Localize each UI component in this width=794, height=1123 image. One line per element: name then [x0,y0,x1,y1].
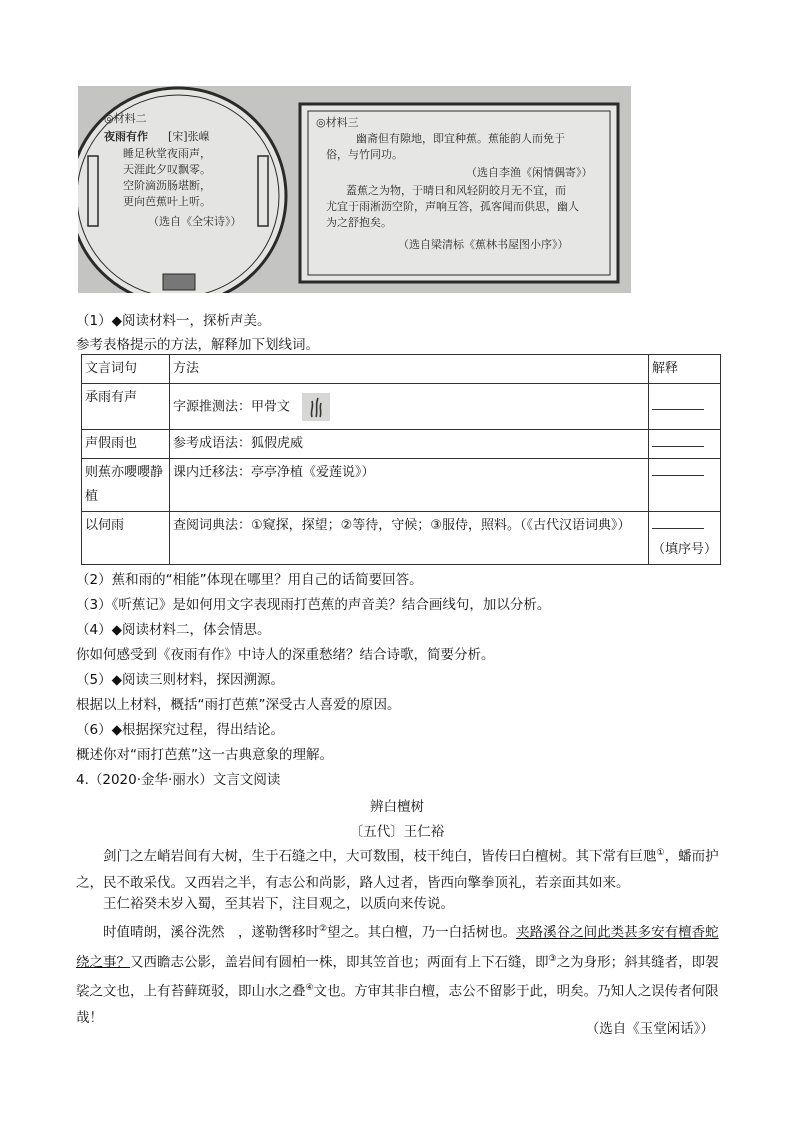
answer-blank[interactable] [652,432,704,447]
table-row [82,384,721,430]
table-row [82,430,721,459]
passage-text: 之为身形；斜其缝者，即袈裟之文也，上有苔藓斑驳，即山水之叠 [76,954,719,1000]
question-5: （5）◆阅读三则材料，探因溯源。 [76,672,284,688]
footnote-mark: ② [319,924,328,934]
material3-line: 为之舒抱矣。 [326,216,392,229]
poem-line: 睡足秋堂夜雨声， [123,147,211,160]
underlined-sentence: 夹路溪谷之间此类甚多安有檀香蛇绕之事？ [76,924,719,970]
question-1-instruction: 参考表格提示的方法，解释加下划线词。 [76,337,319,353]
material3-line: 幽斋但有隙地，即宜种蕉。蕉能韵人而免于 [356,132,565,145]
table-cell-method [170,384,649,430]
table-cell-answer[interactable] [649,430,721,459]
table-cell-method: 课内迁移法：亭亭净植《爱莲说》） [170,459,649,512]
material3-line: 蓋蕉之为物，于晴日和风轻阴皎月无不宜，而 [346,184,566,197]
answer-note: （填序号） [652,542,718,557]
materials-photo [78,86,631,293]
answer-blank[interactable] [652,514,704,529]
passage-paragraph-3 [76,916,721,1031]
materials-photo-svg [78,86,631,293]
material2-author: [宋]张嵲 [168,130,210,143]
question-4-detail: 你如何感受到《夜雨有作》中诗人的深重愁绪？结合诗歌，简要分析。 [76,647,495,663]
passage-source: （选自《玉堂闲话》） [585,1021,714,1037]
table-cell-answer[interactable] [649,512,721,565]
poem-line: 天涯此夕叹飘零。 [123,163,211,176]
explanation-table [81,354,721,565]
passage-text: 剑门之左峭岩间有大树，生于石缝之中，大可数围，枝干纯白，皆传曰白檀树。其下常有巨虺 [103,848,657,865]
question-6-detail: 概述你对“雨打芭蕉”这一古典意象的理解。 [76,747,333,763]
table-header: 文言词句 [82,355,170,384]
passage-text: 又西瞻志公影，盖岩间有圆柏一株，即其笠首也；两面有上下石缝，即 [130,954,549,970]
table-cell-method: 参考成语法：狐假虎威 [170,430,649,459]
table-cell-answer[interactable] [649,384,721,430]
question-3: （3）《听蕉记》是如何用文字表现雨打芭蕉的声音美？结合画线句，加以分析。 [76,597,551,613]
passage-paragraph-1 [76,840,721,896]
passage-text: 望之。其白檀，乃一白括树也。 [327,924,517,941]
passage-text: 文也。方审其非白檀，志公不留影于此，明矣。乃知人之误传者何限哉！ [76,983,719,1026]
passage-text: 蟠而护之，民不敢采伐。又西岩之半，有志公和尚影，路人过者，皆西向擎拳顶礼，若亲面其如来。 [76,848,719,891]
material3-source: （选自李渔《闲情偶寄》） [466,166,593,179]
passage-title: 辨白檀树 [370,799,424,815]
table-header: 解释 [649,355,721,384]
table-header: 方法 [170,355,649,384]
material2-label: ◎材料二 [104,112,147,125]
table-cell-word: 以伺雨 [82,512,170,565]
section-4-heading: 4.（2020·金华·丽水）文言文阅读 [76,772,281,788]
footnote-mark: ④ [305,983,314,993]
passage-text: 王仁裕癸未岁入蜀，至其岩下，注目观之，以质向来传说。 [103,896,454,912]
material2-title: 夜雨有作 [104,130,148,143]
question-2: （2）蕉和雨的“相能”体现在哪里？用自己的话简要回答。 [76,572,423,588]
table-cell-word: 则蕉亦嚶嚶静植 [82,459,170,512]
material3-label: ◎材料三 [316,116,359,129]
material3-line: 尤宜于雨淅沥空阶，声响互答，孤客闻而供思，幽人 [326,200,579,213]
question-4: （4）◆阅读材料二，体会情思。 [76,622,271,638]
passage-paragraph-2 [76,891,721,917]
passage-text: ， [664,848,679,865]
method-text: 字源推测法：甲骨文 [173,399,291,414]
table-cell-word: 声假雨也 [82,430,170,459]
poem-line: 更向芭蕉叶上听。 [123,195,211,208]
footnote-mark: ③ [548,953,557,964]
footnote-mark: ① [656,848,665,858]
table-row [82,459,721,512]
question-6: （6）◆根据探究过程，得出结论。 [76,722,284,738]
poem-line: 空阶滴沥肠堪断， [123,179,211,192]
table-header-row [82,355,721,384]
oracle-bone-glyph-icon [302,393,330,421]
table-row [82,512,721,565]
table-cell-word: 承雨有声 [82,384,170,430]
question-1-title: （1）◆阅读材料一，探析声美。 [76,313,271,329]
passage-text: 时值晴朗，溪谷洗然 ，遂勒辔移时 [103,924,319,941]
table-cell-method: 查阅词典法：①窥探，探望；②等待，守候；③服侍，照料。（《古代汉语词典》） [170,512,649,565]
material3-source: （选自梁清标《蕉林书屋图小序》） [398,238,569,251]
table-cell-answer[interactable] [649,459,721,512]
question-5-detail: 根据以上材料，概括“雨打芭蕉”深受古人喜爱的原因。 [76,697,401,713]
material3-line: 俗，与竹同功。 [326,148,403,161]
answer-blank[interactable] [652,461,704,476]
passage-author: 〔五代〕王仁裕 [349,824,445,840]
material2-source: （选自《全宋诗》） [148,215,242,228]
answer-blank[interactable] [652,395,704,410]
